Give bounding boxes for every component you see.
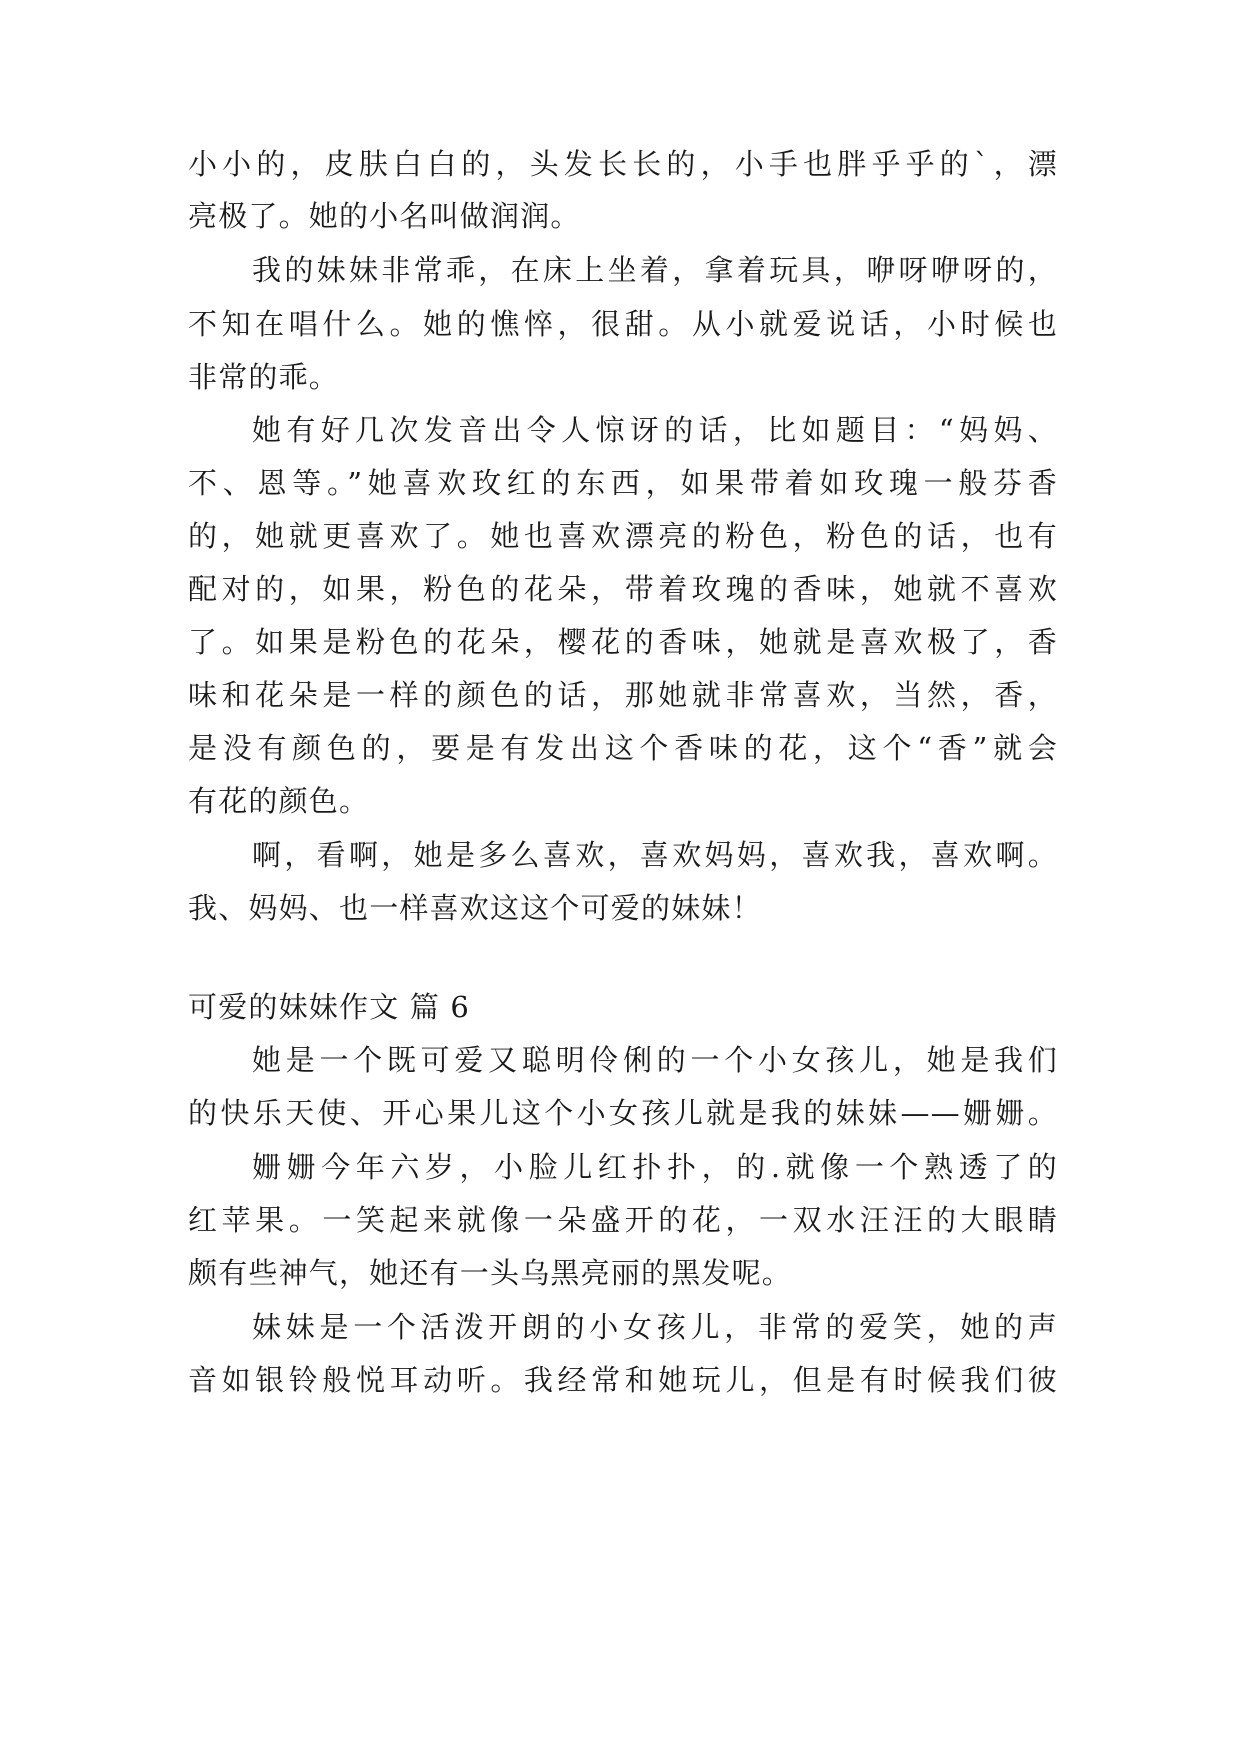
paragraph-line: 啊，看啊，她是多么喜欢，喜欢妈妈，喜欢我，喜欢啊。 [252,838,1058,872]
paragraph-line: 亮极了。她的小名叫做润润。 [188,199,581,233]
paragraph-line: 我、妈妈、也一样喜欢这这个可爱的妹妹！ [188,891,762,925]
paragraph-line: 她有好几次发音出令人惊讶的话，比如题目：“妈妈、 [252,413,1058,447]
paragraph-line: 不知在唱什么。她的憔悴，很甜。从小就爱说话，小时候也 [188,307,1058,341]
paragraph-line: 红苹果。一笑起来就像一朵盛开的花，一双水汪汪的大眼睛 [188,1203,1058,1237]
paragraph-line: 她是一个既可爱又聪明伶俐的一个小女孩儿，她是我们 [252,1043,1058,1077]
paragraph-line: 妹妹是一个活泼开朗的小女孩儿，非常的爱笑，她的声 [252,1310,1058,1344]
paragraph-line: 了。如果是粉色的花朵，樱花的香味，她就是喜欢极了，香 [188,625,1058,659]
section-heading: 可爱的妹妹作文 篇 6 [188,990,471,1024]
paragraph-line: 味和花朵是一样的颜色的话，那她就非常喜欢，当然，香， [188,678,1058,712]
paragraph-line: 音如银铃般悦耳动听。我经常和她玩儿，但是有时候我们彼 [188,1363,1058,1397]
paragraph-line: 小小的，皮肤白白的，头发长长的，小手也胖乎乎的`，漂 [188,147,1058,181]
paragraph-line: 配对的，如果，粉色的花朵，带着玫瑰的香味，她就不喜欢 [188,572,1058,606]
paragraph-line: 颇有些神气，她还有一头乌黑亮丽的黑发呢。 [188,1256,793,1290]
paragraph-line: 不、恩等。”她喜欢玫红的东西，如果带着如玫瑰一般芬香 [188,466,1058,500]
paragraph-line: 的快乐天使、开心果儿这个小女孩儿就是我的妹妹——姗姗。 [188,1096,1058,1130]
paragraph-line: 的，她就更喜欢了。她也喜欢漂亮的粉色，粉色的话，也有 [188,519,1058,553]
paragraph-line: 我的妹妹非常乖，在床上坐着，拿着玩具，咿呀咿呀的， [252,253,1058,287]
paragraph-line: 是没有颜色的，要是有发出这个香味的花，这个“香”就会 [188,731,1058,765]
paragraph-line: 有花的颜色。 [188,784,370,818]
paragraph-line: 姗姗今年六岁，小脸儿红扑扑，的.就像一个熟透了的 [252,1150,1058,1184]
paragraph-line: 非常的乖。 [188,360,340,394]
